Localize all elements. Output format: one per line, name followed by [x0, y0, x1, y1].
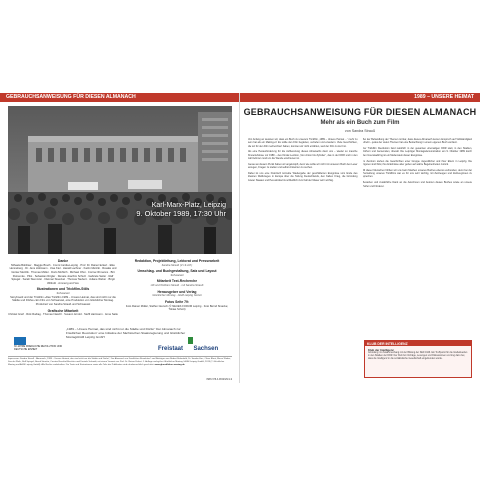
article-body: [248, 138, 472, 338]
credits-heading: Danke: [57, 259, 69, 263]
credits-text: Schwarwel: [56, 292, 70, 296]
credits-heading: Umschlag- und Buchgestaltung, Satz und Layout: [137, 269, 217, 274]
credits-text: Storyboard und der Trickfilm »Das Trickfilm 1989 – Unsere Heimat, das sind nicht nur die Städte und Dörfer« Ein Film von Schwarwel, eine Produktion von Glücklicher Montag. Produziert von Sandra Strauß und Schwarwel: [10, 295, 116, 306]
glossary-box-heading: KLUB DER INTELLIGENZ: [365, 341, 471, 346]
article-column-left: [248, 138, 358, 338]
website-link[interactable]: www.gluecklicher-montag.de: [154, 363, 185, 366]
article-paragraph: Der Trickfilm Revolution fand natürlich in der gesamten ehemaligen DDR statt, in den Städten, Dörfern und Gemeinden, überall. Die Leipziger Montagsdemonstration am 9. Oktober 1989 durch den Innenstadtring ist ein Meilenstein dieser Ereignisse.: [362, 147, 472, 157]
photo-illustration: [8, 106, 232, 254]
credits-text: Ulli und Wolfram Strauß · mit Sandra Strauß: [150, 284, 204, 288]
credits-text: Sandra Strauß (V.i.S.d.P.): [161, 263, 193, 267]
credits-heading: Grafische Mitarbeit: [47, 308, 79, 313]
article-subtitle: Mehr als ein Buch zum Film: [320, 120, 400, 126]
saxony-logo-free-state: Freistaat: [158, 346, 184, 352]
credits-heading: Illustrationen und Trickfilm-Stills: [36, 287, 90, 292]
glossary-box-text: Gründung: im Zusammenhang mit der Bildung der SED 1946. Ein Treffpunkt für die Intellektuellen in den Städten der DDR. Der Klub bot Vorträge, Lesungen und Diskussionen und trug dazu bei, dass die Intelligenz in die sozialistische Gesellschaft eingebunden wurde.: [368, 352, 468, 361]
article-paragraph: Im Zentrum stehen die Geschichten einer Gruppe Jugendlicher und ihrer Eltern in Leipzig. Die Figuren sind fiktiv, ihre Erlebnisse aber gehen auf wahre Begebenheiten zurück.: [362, 159, 472, 166]
anniversary-logo-text: 30 JAHRE FRIEDLICHE REVOLUTION UND DEUTSCHE EINHEIT: [14, 345, 63, 351]
article-column-right: [363, 138, 473, 338]
credits-text: Christel Greif · Rick Rudiag · Thomas Naschl · Susann Arnold · Steffi Hartmann · Anne Saile: [8, 313, 118, 317]
sponsor-logos: [8, 337, 232, 355]
credits-column-left: [8, 257, 118, 317]
impressum-text: Impressum: Sandra Strauß · Almanach „1989 – Unsere Heimat, das sind nicht nur die Städte und Dörfer“, Der Almanach zur Friedlichen Revolution“ und Beiträgen von Robert Birkenfeld, Dr. Sandra Hrn., Oliver Blunt, Marco Weber, Sascha Weih, Ralf Spiegel, Bernd Stroeka, Carsten Brechtel-Brechter und Daniela Schmidt, mit einem Vorwort von Prof. Dr. Rainer Eckert. 1. Auflage verlegt bei Glücklicher Montag / AGM Leipzig GmbH, 2019 (© Glücklicher Montag und AGM Leipzig GmbH). Alle Rechte vorbehalten. Die Texte und Illustrationen sowie alle Teile der Publikation sind urheberrechtlich geschützt.: [8, 358, 231, 366]
almanac-motto: „1989 – Unsere Heimat, das sind nicht nur die Städte und Dörfer“ Der Almanach zur Friedlichen Revolution“ eine Initiative der Sächsischen Staatsregierung und Glücklicher Montag/AGM Leipzig GmbH: [66, 327, 186, 340]
credits-text: Schwarwel: [170, 273, 184, 277]
glossary-box: [364, 340, 472, 378]
article-paragraph: All dieser Menschen fühlten wir uns beim Machen unseres Buches ebenso verbunden, denn bei der Herstellung unseres Trickfilms war es für uns sehr wichtig, mit Zeitzeugen und Zeitzeuginnen zu sprechen.: [362, 168, 472, 179]
article-paragraph: Bei der Behandlung der Themen ist klar, dass dieses Almanach keinen Anspruch auf Vollständigkeit erhebt – jedes der vielen Themen hat eine Betrachtung in einem eigenen Buch verdient.: [362, 138, 472, 145]
credits-text: Glücklicher Montag · AGM Leipzig GmbH: [152, 294, 202, 298]
left-page: [0, 93, 240, 383]
right-header-bar: 1989 – UNSERE HEIMAT: [240, 93, 480, 102]
photo-caption: [136, 202, 226, 219]
isbn: ISBN 978-3-9819329-9-9: [206, 379, 232, 381]
article-paragraph: Dabei ist uns eine historisch korrekte Wiedergabe der geschilderten Ereignisse vom Ende des Zweiten Weltkrieges in Europa über die Teilung Deutschlands, den Kalten Krieg, die Gründung zweier Staaten und Perestroika bis schließlich zum Fall der Mauer sehr wichtig.: [248, 172, 358, 182]
saxony-logo-name: Sachsen: [193, 346, 219, 352]
credits-text: Mihaela Bobiliser · Maggie Brach · Conni Cardia-Leipzig · Prof. Dr. Rainer Eckert · Elke Henneberg · Dr. Jens Hüttmann · Uwe Kiel · Harald Lachner · Katrin Meitzki · Rosalie und Günter Metzlik · Thomas Müller · Doris Mühlich · Michael Ohst · Corina Ohmanns · Birt Peinemke · Pilot · Sebastian Rögler · Renate Joachim Schulz · Gabriele Seiler · Ralf Spiegel · Sarah Stemmler · Dietmar Stoeckel · Thomas Taubert · Juliane Weber · Birgit Willrodt · Ammerg und Vex: [9, 263, 117, 285]
anniversary-logo: [14, 337, 72, 355]
glossary-box-subheading: Klub der Intelligenz: [368, 348, 394, 352]
saxony-logo: [158, 337, 228, 355]
article-paragraph: Von Anfang an wussten wir, dass ein Buch zu unserem Trickfilm „1989 – Unsere Heimat ...“ mehr zu sein hat als ein Making-of. Es sollte den Film begleiten, vertiefen und erweitern. Viele Geschichten, die wir für den Film recherchiert haben, konnten wir nicht erzählen, weil der Film zu kurz ist.: [248, 138, 358, 148]
page-gutter: [239, 93, 240, 383]
credits-heading: Fotos Seite 79:: [164, 299, 190, 304]
right-page: [240, 93, 480, 383]
left-header-bar: GEBRAUCHSANWEISUNG FÜR DIESEN ALMANACH: [0, 93, 240, 102]
article-paragraph: Genau an diesem Punkt haben wir angeknüpft, denn wie sollte wir nicht mit unserem Buch den Leser anregen, Fragen zu stellen und selbst Antworten zu suchen.: [248, 162, 358, 170]
photo-caption-place: Karl-Marx-Platz, Leipzig: [151, 202, 226, 209]
credits-heading: Redaktion, Projektleitung, Lektorat und Pressearbeit: [134, 259, 220, 263]
saxony-coat-of-arms-icon: [188, 337, 193, 344]
credits-heading: Mitarbeit Text-Recherche: [156, 279, 198, 284]
article-title: GEBRAUCHSANWEISUNG FÜR DIESEN ALMANACH: [243, 107, 477, 117]
credits-section: [8, 257, 232, 317]
article-paragraph: Bestehen und zusätzliche Dank an die Autorinnen und Autoren dieses Buches sowie an unsere Helfer und Förderer.: [362, 181, 472, 188]
photo-caption-date: 9. Oktober 1989, 17:30 Uhr: [136, 209, 226, 219]
anniversary-logo-mark: [14, 337, 26, 345]
credits-heading: Herausgeber und Verlag: [157, 289, 197, 294]
article-paragraph: Als eine Herausforderung für die Aufbereitung dieses Almanachs dient uns – wieder so manche Kinoerlebnisse vor 1989 – des Kinder-Lexikon „Von Anton bis Zylinder“, das in der DDR und in den Jahrzehnten rund um die Wende erschienen ist.: [248, 150, 358, 161]
article-author: von Sandra Strauß: [344, 129, 376, 133]
credits-text: Foto Rainer Müller, Steffen Giersch (© NEUES FORUM Leipzig · Foto Bernd Sinacke; Tobias Schott): [125, 304, 229, 312]
impressum: [8, 356, 232, 367]
demonstration-photo: [8, 106, 232, 254]
credits-column-right: [122, 257, 232, 317]
